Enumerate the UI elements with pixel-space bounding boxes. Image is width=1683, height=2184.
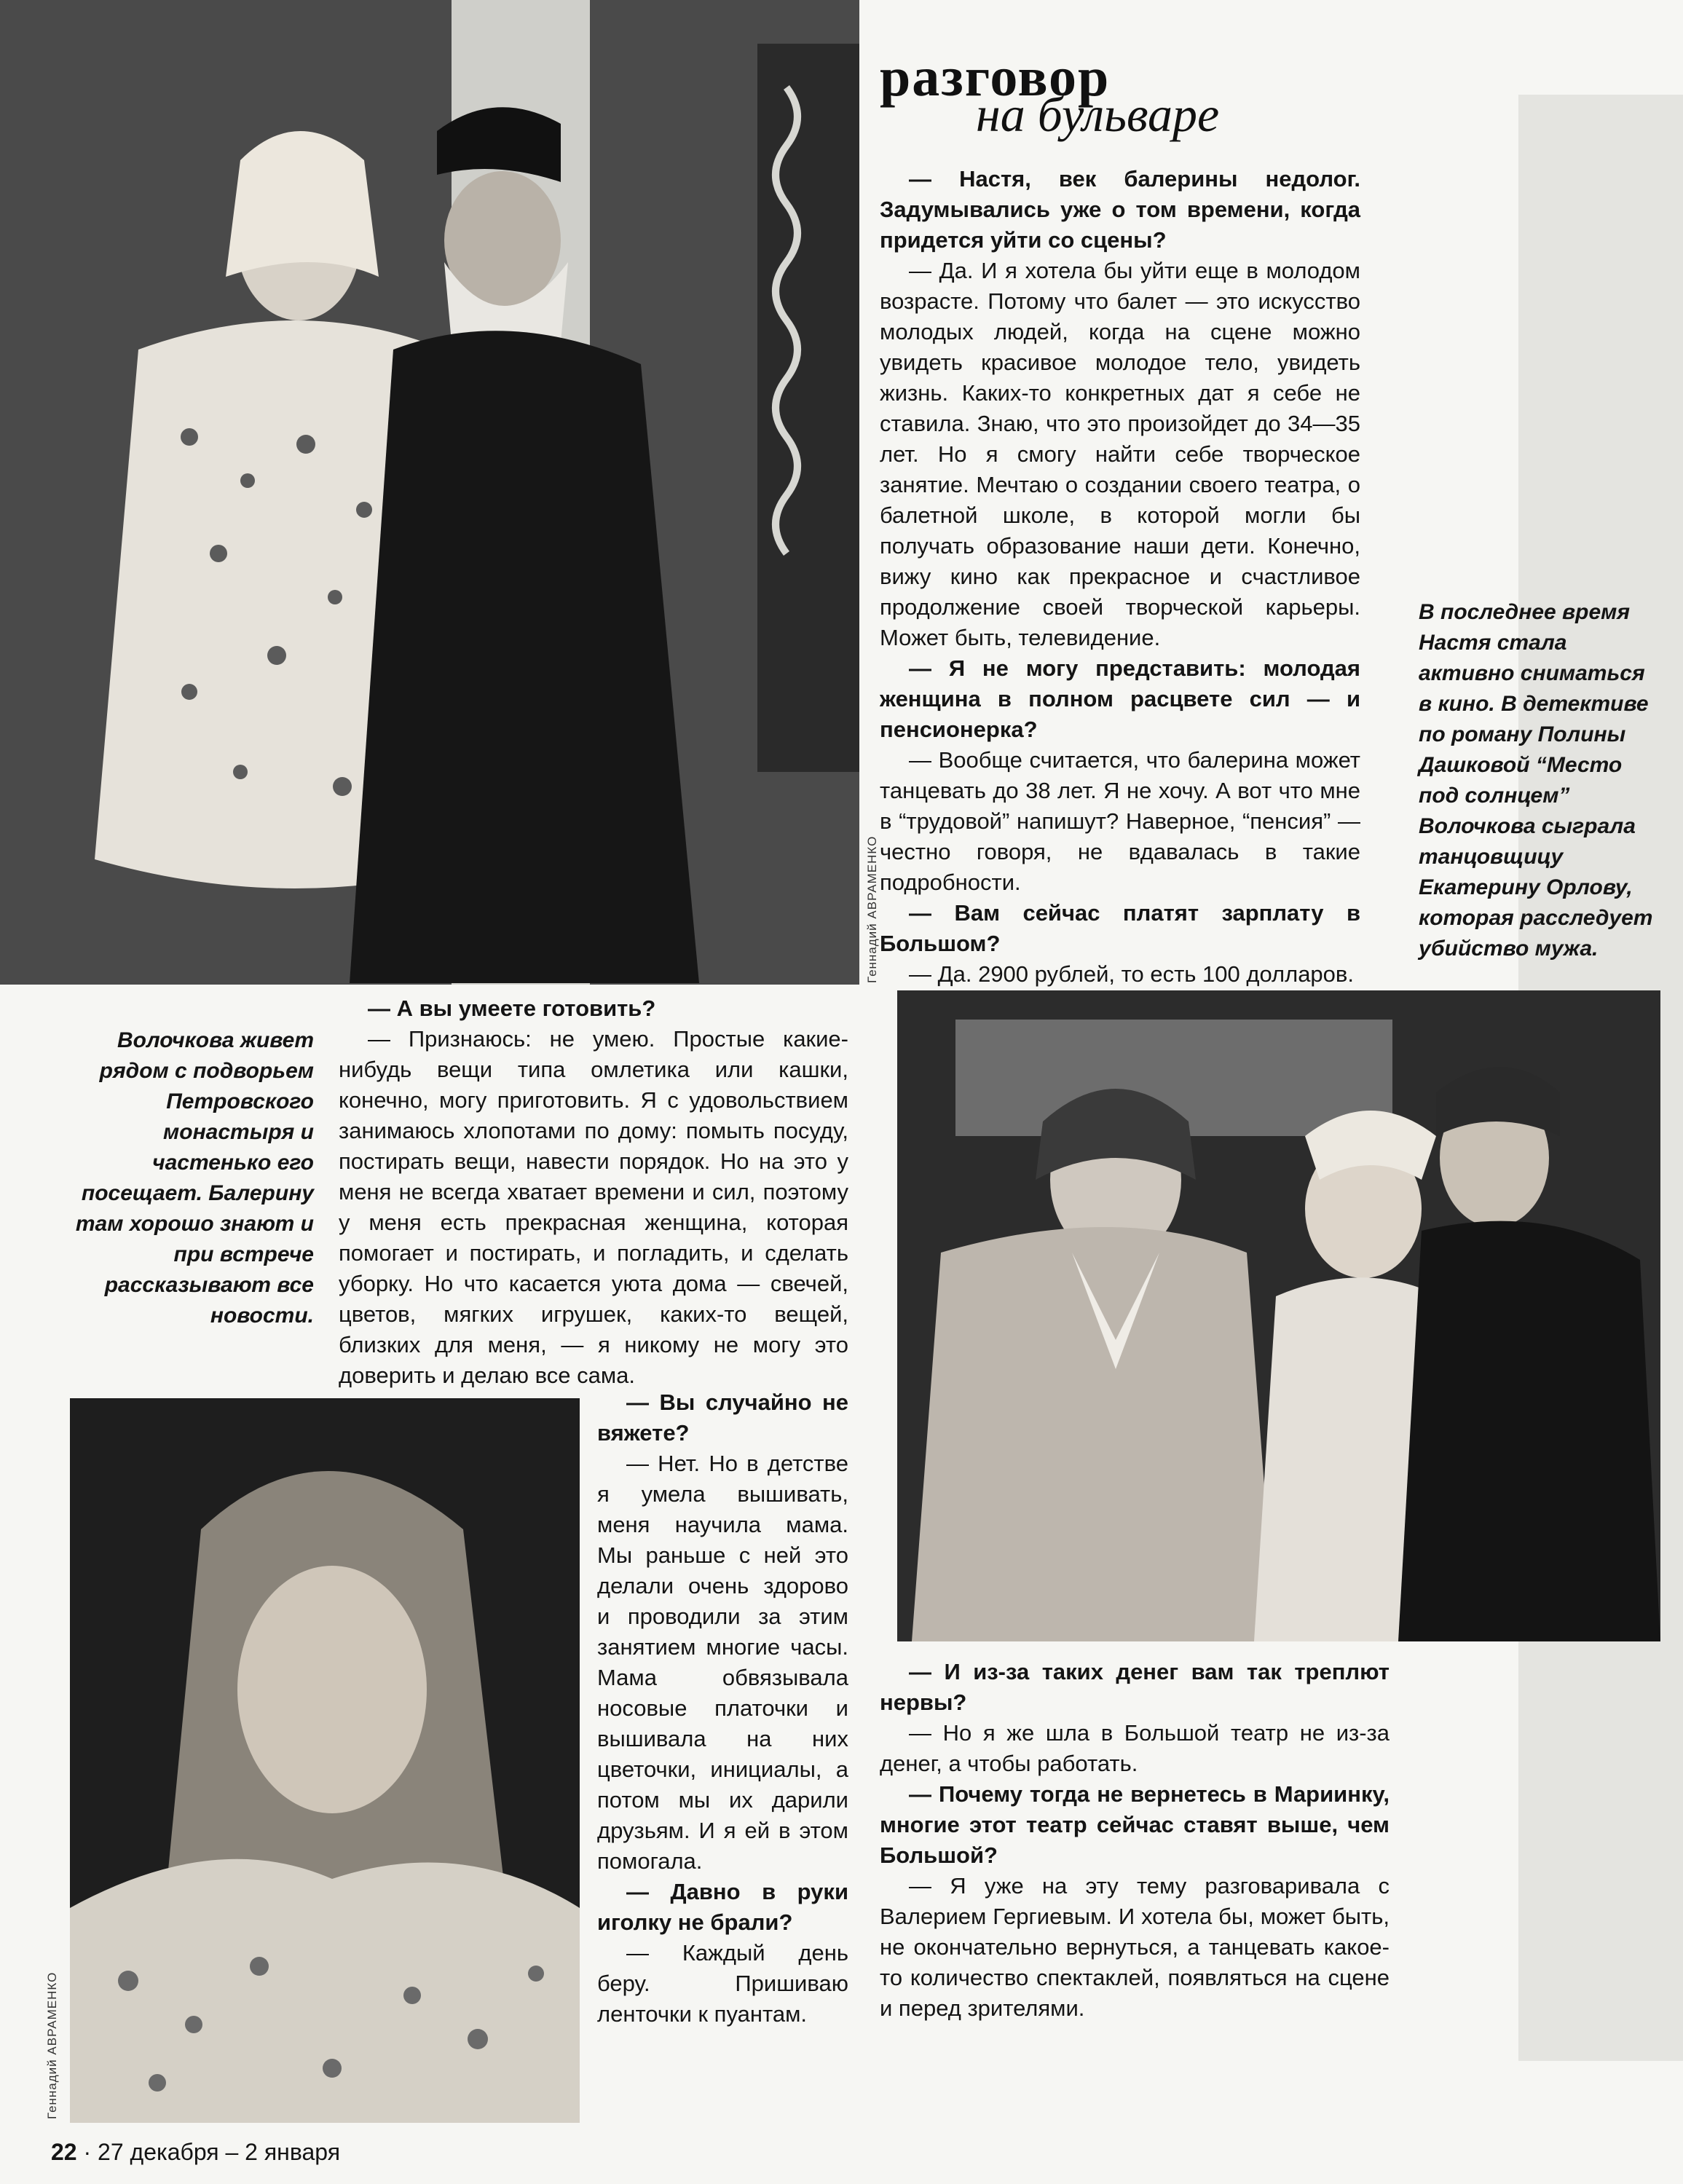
interview-column-narrow [597, 1387, 848, 2030]
photo-bottom-left [70, 1398, 580, 2123]
paragraph: — Вам сейчас платят зарплату в Большом? [880, 900, 1360, 956]
paragraph: — Нет. Но в детстве я умела вышивать, меня научила мама. Мы раньше с ней это делали очень здорово и проводили за этим занятием многие часы. Мама обвязывала носовые платочки и вышивала на них цветочки, инициалы, а потом мы их дарили друзьям. И я ей в этом помогала. [597, 1451, 848, 1874]
page-number: 22 [51, 2139, 77, 2165]
paragraph: — Вообще считается, что балерина может танцевать до 38 лет. Я не хочу. А вот что мне в “трудовой” напишут? Наверное, “пенсия” — честно говоря, не вдавалась в такие подробности. [880, 747, 1360, 895]
interview-column-middle [339, 993, 848, 1391]
paragraph: — Каждый день беру. Пришиваю ленточки к пуантам. [597, 1940, 848, 2027]
photo-top-left [0, 0, 859, 985]
paragraph: — Я не могу представить: молодая женщина в полном расцвете сил — и пенсионерка? [880, 655, 1360, 742]
photo-bottom-left-credit: Геннадий АВРАМЕНКО [45, 1971, 59, 2119]
photo-middle-right [897, 990, 1660, 1641]
paragraph: — И из-за таких денег вам так треплют нервы? [880, 1659, 1390, 1715]
paragraph: — А вы умеете готовить? [368, 996, 656, 1021]
photo-top-left-illustration [0, 0, 859, 985]
paragraph: — Я уже на эту тему разговаривала с Валерием Гергиевым. И хотела бы, может быть, не окончательно вернуться, а танцевать какое-то количество спектаклей, появляться на сцене и перед зрителями. [880, 1873, 1390, 2021]
caption-left: Волочкова живет рядом с подворьем Петровского монастыря и частенько его посещает. Балерину там хорошо знают и при встрече рассказывают все новости. [75, 1028, 314, 1328]
header-title-line1: разговор [880, 47, 1111, 108]
header-title-line2: на бульваре [976, 87, 1220, 142]
interview-column-bottom-right [880, 1657, 1390, 2024]
paragraph: — Настя, век балерины недолог. Задумывались уже о том времени, когда придется уйти со сцены? [880, 166, 1360, 253]
photo-middle-right-illustration [897, 990, 1660, 1641]
photo-top-left-credit: Геннадий АВРАМЕНКО [865, 835, 879, 983]
paragraph: — Да. 2900 рублей, то есть 100 долларов. [909, 961, 1354, 987]
paragraph: — Но я же шла в Большой театр не из-за денег, а чтобы работать. [880, 1720, 1390, 1776]
paragraph: — Почему тогда не вернетесь в Мариинку, многие этот театр сейчас ставят выше, чем Большой? [880, 1781, 1390, 1868]
interview-column-top [880, 164, 1360, 1051]
caption-right: В последнее время Настя стала активно сниматься в кино. В детективе по роману Полины Дашковой “Место под солнцем” Волочкова сыграла танцовщицу Екатерину Орлову, которая расследует убийство мужа. [1419, 600, 1653, 961]
page-footer [51, 2137, 340, 2167]
paragraph: — Вы случайно не вяжете? [597, 1389, 848, 1446]
paragraph: — Признаюсь: не умею. Простые какие-нибудь вещи типа омлетика или кашки, конечно, могу приготовить. Я с удовольствием занимаюсь хлопотами по дому: помыть посуду, постирать вещи, навести порядок. Но на это у меня не всегда хватает времени и сил, поэтому у меня есть прекрасная женщина, которая помогает и постирать, и погладить, и сделать уборку. Но что касается уюта дома — свечей, цветов, мягких игрушек, каких-то вещей, близких для меня, — я никому не могу это доверить и делаю все сама. [339, 1026, 848, 1388]
paragraph: — Да. И я хотела бы уйти еще в молодом возрасте. Потому что балет — это искусство молодых людей, когда на сцене можно увидеть красивое молодое тело, увидеть жизнь. Каких-то конкретных дат я себе не ставила. Знаю, что это произойдет до 34—35 лет. Но я смогу найти себе творческое занятие. Мечтаю о создании своего театра, о балетной школе, в которой могли бы получать образование наши дети. Конечно, вижу кино как прекрасное и счастливое продолжение своей творческой карьеры. Может быть, телевидение. [880, 258, 1360, 650]
photo-bottom-left-illustration [70, 1398, 580, 2123]
footer-separator: · [83, 2139, 92, 2165]
issue-date: 27 декабря – 2 января [98, 2139, 341, 2165]
paragraph: — Давно в руки иголку не брали? [597, 1879, 848, 1935]
